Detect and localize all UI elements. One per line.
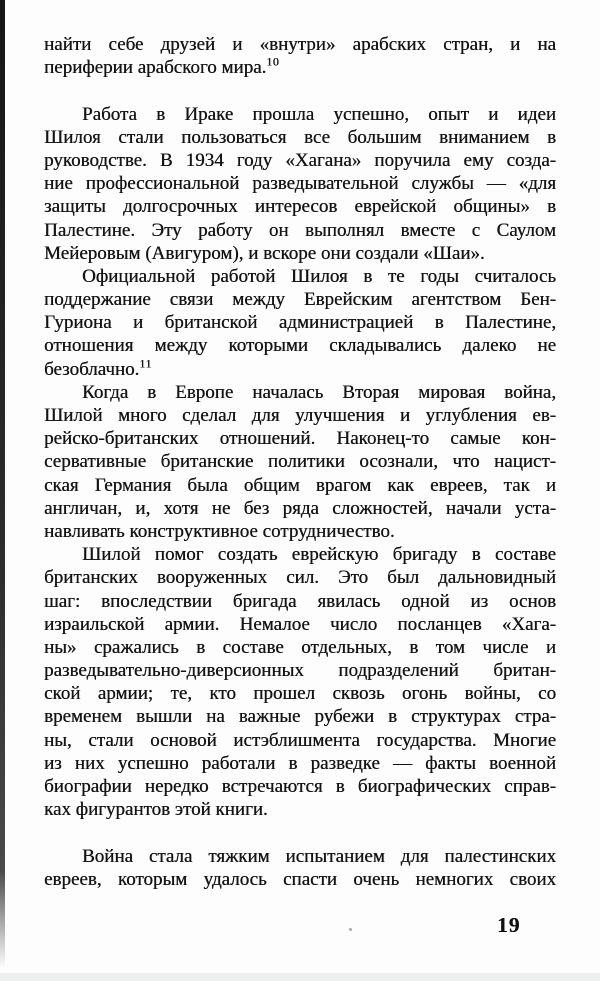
page-text-block — [44, 33, 556, 891]
text-run: англичан, и, хотя не без ряда сложностей, начали уста- — [44, 497, 556, 519]
text-line — [44, 450, 556, 473]
text-run: Работа в Ираке прошла успешно, опыт и идеи — [82, 103, 556, 125]
text-run: ская Германия была общим врагом как евреев, так и — [44, 474, 556, 496]
text-run: Когда в Европе началась Вторая мировая война, — [82, 381, 556, 403]
scan-binding-shadow — [0, 0, 5, 968]
text-run: периферии арабского мира. — [44, 57, 267, 79]
text-run: Война стала тяжким испытанием для палестинских — [82, 845, 556, 867]
paragraph — [44, 543, 556, 821]
text-run: британских вооруженных сил. Это был дальновидный — [44, 567, 556, 589]
text-run: временем вышли на важные рубежи в структурах стра- — [44, 706, 556, 728]
text-line — [44, 195, 556, 218]
text-line — [44, 474, 556, 497]
text-run: Шилой помог создать еврейскую бригаду в составе — [82, 544, 556, 566]
text-run: Мейеровым (Авигуром), и вскоре они создали «Шаи». — [44, 242, 485, 264]
text-run: ках фигурантов этой книги. — [44, 799, 268, 821]
text-run: Официальной работой Шилоя в те годы считалось — [82, 265, 556, 287]
text-line — [44, 172, 556, 195]
text-line — [44, 798, 556, 821]
text-line — [44, 682, 556, 705]
text-run: навливать конструктивное сотрудничество. — [44, 520, 395, 542]
paragraph — [44, 845, 556, 891]
text-line — [44, 566, 556, 589]
text-line — [44, 288, 556, 311]
text-run: поддержание связи между Еврейским агентством Бен- — [44, 289, 556, 311]
paragraph — [44, 103, 556, 265]
text-run: ны, стали основой истэблишмента государства. Многие — [44, 729, 556, 751]
scan-bottom-edge — [0, 973, 600, 981]
paragraph — [44, 381, 556, 543]
text-line — [44, 845, 556, 868]
text-run: Гуриона и британской администрацией в Палестине, — [44, 312, 556, 334]
text-line — [44, 636, 556, 659]
text-run: Шилоя стали пользоваться все большим вниманием в — [44, 126, 556, 148]
scan-speck — [349, 928, 352, 931]
text-run: отношения между которыми складывались далеко не — [44, 335, 556, 357]
footnote-reference: 10 — [266, 54, 280, 69]
text-run: биографии нередко встречаются в биографических справ- — [44, 776, 556, 797]
text-line — [44, 752, 556, 775]
text-line — [44, 219, 556, 242]
text-line — [44, 497, 556, 520]
text-run: евреев, которым удалось спасти очень немногих своих — [44, 868, 556, 890]
text-line — [44, 311, 556, 334]
text-line — [44, 729, 556, 752]
text-run: безоблачно. — [44, 358, 140, 380]
paragraph — [44, 265, 556, 381]
page-number: 19 — [497, 913, 521, 937]
text-line — [44, 520, 556, 543]
text-run: разведывательно-диверсионных подразделений британ- — [44, 660, 556, 682]
text-line — [44, 868, 556, 891]
text-run: шаг: впоследствии бригада явилась одной из основ — [44, 590, 556, 612]
text-line — [44, 265, 556, 288]
text-run: защиты долгосрочных интересов еврейской общины» в — [44, 196, 556, 218]
text-run: Палестине. Эту работу он выполнял вместе с Саулом — [44, 219, 556, 241]
text-line — [44, 358, 556, 381]
text-line — [44, 126, 556, 149]
text-run: ской армии; те, кто прошел сквозь огонь войны, со — [44, 683, 556, 705]
text-line — [44, 404, 556, 427]
text-run: сервативные британские политики осознали, что нацист- — [44, 451, 556, 473]
text-line — [44, 705, 556, 728]
footnote-reference: 11 — [139, 356, 152, 371]
text-run: ние профессиональной разведывательной службы — «для — [44, 173, 556, 195]
text-run: Шилой много сделал для улучшения и углубления ев- — [44, 405, 556, 426]
text-line — [44, 590, 556, 613]
text-line — [44, 613, 556, 636]
text-line — [44, 149, 556, 172]
text-line — [44, 543, 556, 566]
text-line — [44, 33, 556, 56]
text-run: найти себе друзей и «внутри» арабских стран, и на — [44, 34, 556, 55]
paragraph — [44, 33, 556, 79]
text-line — [44, 334, 556, 357]
text-line — [44, 103, 556, 126]
text-line — [44, 659, 556, 682]
text-line — [44, 775, 556, 798]
text-line — [44, 56, 556, 79]
text-run: ны» сражались в составе отдельных, в том числе и — [44, 636, 556, 658]
text-run: израильской армии. Немалое число посланцев «Хага- — [44, 613, 556, 635]
text-line — [44, 242, 556, 265]
text-line — [44, 381, 556, 404]
text-run: из них успешно работали в разведке — факты военной — [44, 752, 556, 774]
text-run: руководстве. В 1934 году «Хагана» поручила ему созда- — [44, 149, 556, 171]
text-run: рейско-британских отношений. Наконец-то самые кон- — [44, 428, 556, 450]
text-line — [44, 427, 556, 450]
